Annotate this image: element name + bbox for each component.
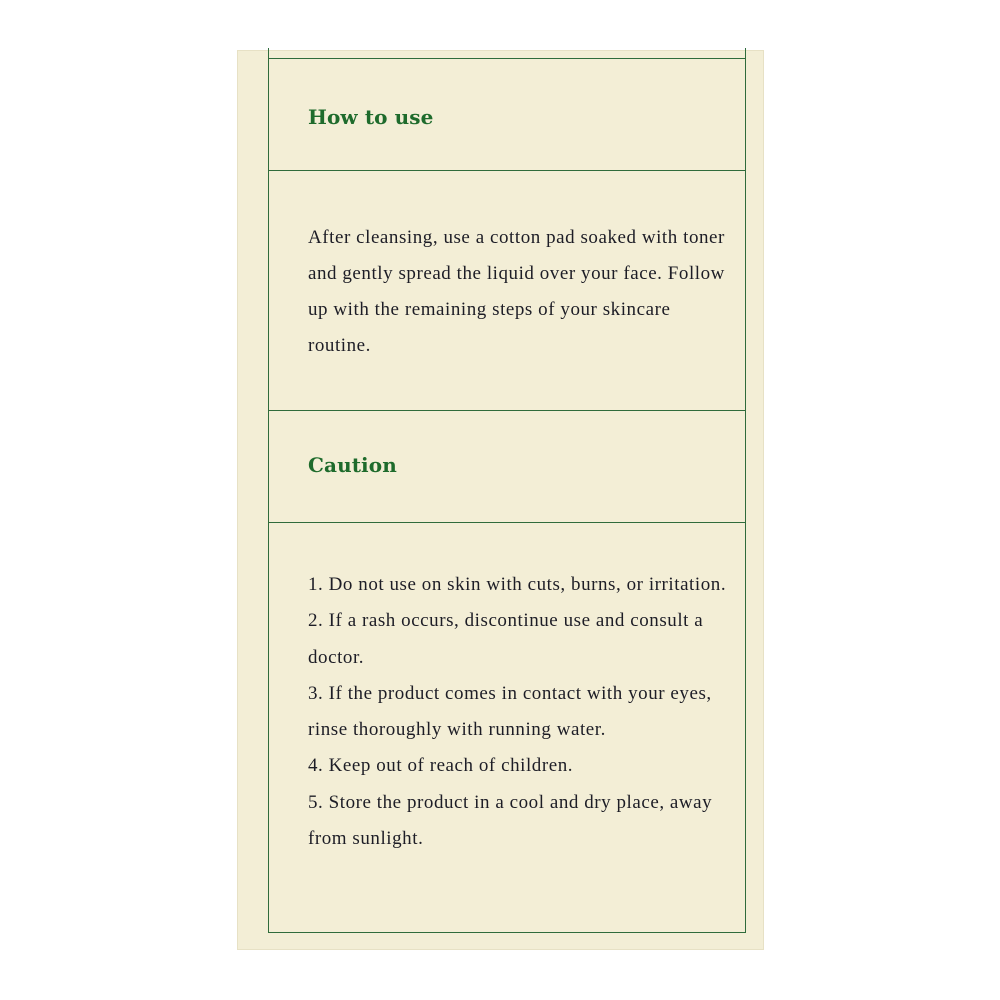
- how-to-use-heading: How to use: [308, 105, 434, 129]
- caution-item: 1. Do not use on skin with cuts, burns, or irritation.: [308, 574, 727, 595]
- divider-how-to-use: [268, 170, 746, 171]
- caution-list: [308, 567, 728, 857]
- divider-top: [268, 58, 746, 59]
- caution-item: 3. If the product comes in contact with your eyes, rinse thoroughly with running water.: [308, 682, 712, 741]
- caution-item: 2. If a rash occurs, discontinue use and consult a doctor.: [308, 610, 704, 668]
- how-to-use-instructions: After cleansing, use a cotton pad soaked with toner and gently spread the liquid over your face. Follow up with the remaining steps of your skincare routine.: [308, 227, 725, 356]
- divider-caution: [268, 522, 746, 523]
- product-info-card: [237, 50, 764, 950]
- caution-item: 5. Store the product in a cool and dry place, away from sunlight.: [308, 791, 713, 850]
- divider-before-caution: [268, 410, 746, 411]
- caution-heading: Caution: [308, 453, 397, 477]
- caution-item: 4. Keep out of reach of children.: [308, 755, 574, 777]
